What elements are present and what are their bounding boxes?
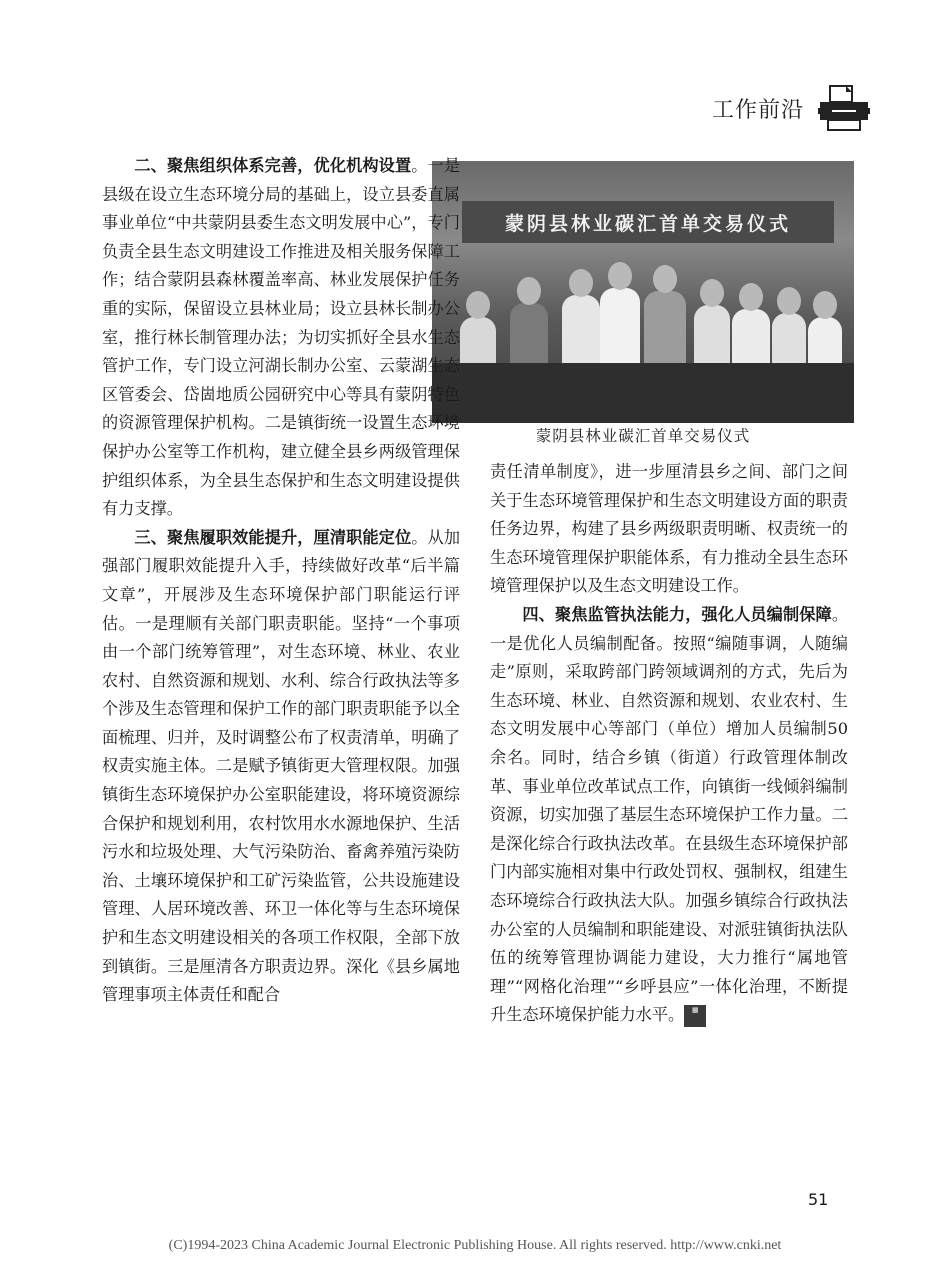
paragraph-efficiency-continued [490,458,848,601]
heading-organization: 二、聚焦组织体系完善，优化机构设置 [134,156,412,175]
paragraph-organization [102,152,460,524]
printer-icon [818,84,870,132]
heading-efficiency: 三、聚焦履职效能提升，厘清职能定位 [134,527,412,547]
heading-enforcement: 四、聚焦监管执法能力，强化人员编制保障 [522,604,832,624]
body-efficiency: 。从加强部门履职效能提升入手，持续做好改革“后半篇文章”，开展涉及生态环境保护部门职能运行评估。一是理顺有关部门职责职能。坚持“一个事项由一个部门统筹管理”，对生态环境、林业、农业农村、自然资源和规划、水利、综合行政执法等多个涉及生态管理和保护工作的部门职责职能予以全面梳理、归并，及时调整公布了权责清单，明确了权责实施主体。二是赋予镇街更大管理权限。加强镇街生态环境保护办公室职能建设，将环境资源综合保护和规划利用，农村饮用水水源地保护、生活污水和垃圾处理、大气污染防治、畜禽养殖污染防治、土壤环境保护和工矿污染监管，公共设施建设管理、人居环境改善、环卫一体化等与生态环境保护和生态文明建设相关的各项工作权限，全部下放到镇街。三是厘清各方职责边界。深化《县乡属地管理事项主体责任和配合 [102,527,461,1005]
paragraph-enforcement [490,601,848,1030]
body-efficiency-continued: 责任清单制度》，进一步厘清县乡之间、部门之间关于生态环境管理保护和生态文明建设方面的职责任务边界，构建了县乡两级职责明晰、权责统一的生态环境管理保护职能体系，有力推动全县生态环境管理保护以及生态文明建设工作。 [490,462,848,596]
section-title: 工作前沿 [711,97,804,123]
body-organization: 。一是县级在设立生态环境分局的基础上，设立县委直属事业单位“中共蒙阴县委生态文明发展中心”，专门负责全县生态文明建设工作推进及相关服务保障工作；结合蒙阴县森林覆盖率高、林业发展保护任务重的实际，保留设立县林业局；设立县林长制办公室，推行林长制管理办法；为切实抓好全县水生态管护工作，专门设立河湖长制办公室、云蒙湖生态区管委会、岱崮地质公园研究中心等具有蒙阴特色的资源管理保护机构。二是镇街统一设置生态环境保护办公室等工作机构，建立健全县乡两级管理保护组织体系，为全县生态保护和生态文明建设提供有力支撑。 [102,156,461,519]
left-column [102,152,460,1010]
photo-table [432,363,854,423]
paragraph-efficiency [102,524,460,1010]
body-enforcement: 。一是优化人员编制配备。按照“编随事调，人随编走”原则，采取跨部门跨领域调剂的方式，先后为生态环境、林业、自然资源和规划、农业农村、生态文明发展中心等部门（单位）增加人员编制50余名。同时，结合乡镇（街道）行政管理体制改革、事业单位改革试点工作，向镇街一线倾斜编制资源，切实加强了基层生态环境保护工作力量。二是深化综合行政执法改革。在县级生态环境保护部门内部实施相对集中行政处罚权、强制权，组建生态环境综合行政执法大队。加强乡镇综合行政执法办公室的人员编制和职能建设、对派驻镇街执法队伍的统筹管理协调能力建设，大力推行“属地管理”“网格化治理”“乡呼县应”一体化治理，不断提升生态环境保护能力水平。 [490,604,848,1025]
section-header [712,78,870,138]
page-number: 51 [808,1190,829,1209]
photo-caption: 蒙阴县林业碳汇首单交易仪式 [535,427,751,445]
copyright-notice: (C)1994-2023 China Academic Journal Electronic Publishing House. All rights reserved. http://www.cnki.net [168,1238,782,1253]
photo-banner: 蒙阴县林业碳汇首单交易仪式 [462,201,834,243]
ceremony-photo [432,161,854,423]
end-mark-icon: ▦ [684,1005,706,1027]
right-column [490,458,848,1030]
